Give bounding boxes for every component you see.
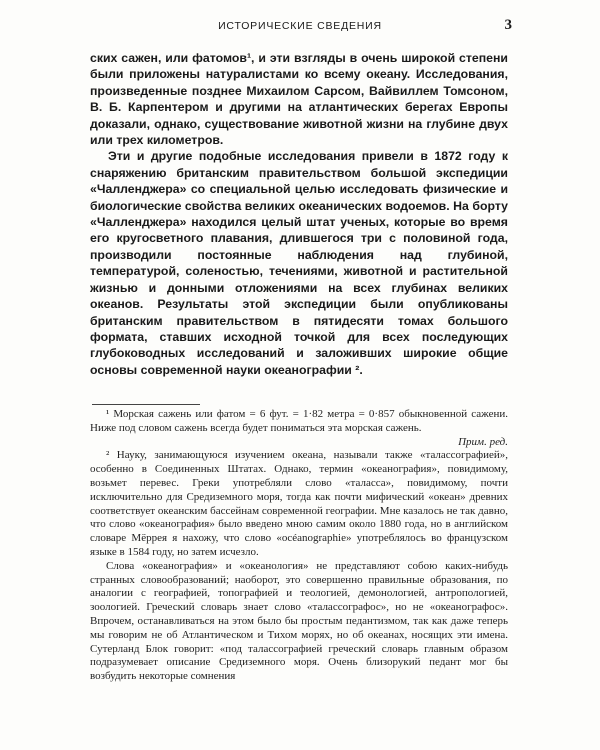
body-paragraph-1: ских сажен, или фатомов¹, и эти взгляды в очень широкой степени были приложены натуралистами ко всему океану. Исследования, произведенные позднее Михаилом Сарсом, Вайвиллем Томсоном, В. Б. Карпентером и другими на атлантических берегах Европы доказали, однако, существование животной жизни на глубине двух или трех километров.	[90, 51, 508, 148]
running-head	[0, 17, 600, 40]
page-number: 3	[504, 17, 512, 33]
footnote-1: ¹ Морская сажень или фатом = 6 фут. = 1·82 метра = 0·857 обыкновенной сажени. Ниже под словом сажень всегда будет пониматься эта морская сажень.	[90, 408, 508, 434]
running-title: ИСТОРИЧЕСКИЕ СВЕДЕНИЯ	[218, 20, 382, 32]
footnote-2-continued: Слова «океанография» и «океанология» не представляют собою каких-нибудь странных словообразований; наоборот, это совершенно правильные образования, по аналогии с географией, топографией и теологией, демонологией, антропологией, зоологией. Греческий словарь знает слово «талассографос», но не «океанографос». Впрочем, останавливаться на этом было бы простым педантизмом, так как даже теперь мы говорим не об Атлантическом и Тихом морях, но об океанах, носящих эти имена. Сутерланд Блок говорит: «под талассографией греческий словарь главным образом подразумевает описание Средиземного моря. Очень близорукий педант мог бы возбудить некоторые сомнения	[90, 559, 508, 683]
footnote-1-signature: Прим. ред.	[458, 435, 508, 448]
body-paragraph-2: Эти и другие подобные исследования привели в 1872 году к снаряжению британским правительством большой экспедиции «Чалленджера» со специальной целью исследовать физические и биологические свойства великих океанических водоемов. На борту «Чалленджера» находился целый штат ученых, которые во время его кругосветного плавания, длившегося три с половиной года, производили постоянные наблюдения над глубиной, температурой, соленостью, течениями, животной и растительной жизнью и донными отложениями на всех глубинах великих океанов. Результаты этой экспедиции были опубликованы британским правительством в пятидесяти томах большого формата, ставших исходной точкой для всех последующих глубоководных исследований и заложивших широкие общие основы современной науки океанографии ².	[90, 149, 508, 377]
footnote-2: ² Науку, занимающуюся изучением океана, называли также «талассографией», особенно в Соединенных Штатах. Однако, термин «океанография», повидимому, возьмет перевес. Греки употребляли слово «таласса», повидимому, почти исключительно для Средиземного моря, тогда как почти мифический «океан» древних соответствует океанским бассейнам современной географии. Мне казалось не так давно, что слово «океанография» было введено мною самим около 1880 года, но в английском словаре Мёррея я нахожу, что слово «océanographie» употреблялось во французском языке в 1584 году, но затем исчезло.	[90, 449, 508, 558]
main-text	[90, 50, 508, 378]
footnote-divider	[92, 404, 200, 405]
footnotes	[90, 408, 508, 684]
